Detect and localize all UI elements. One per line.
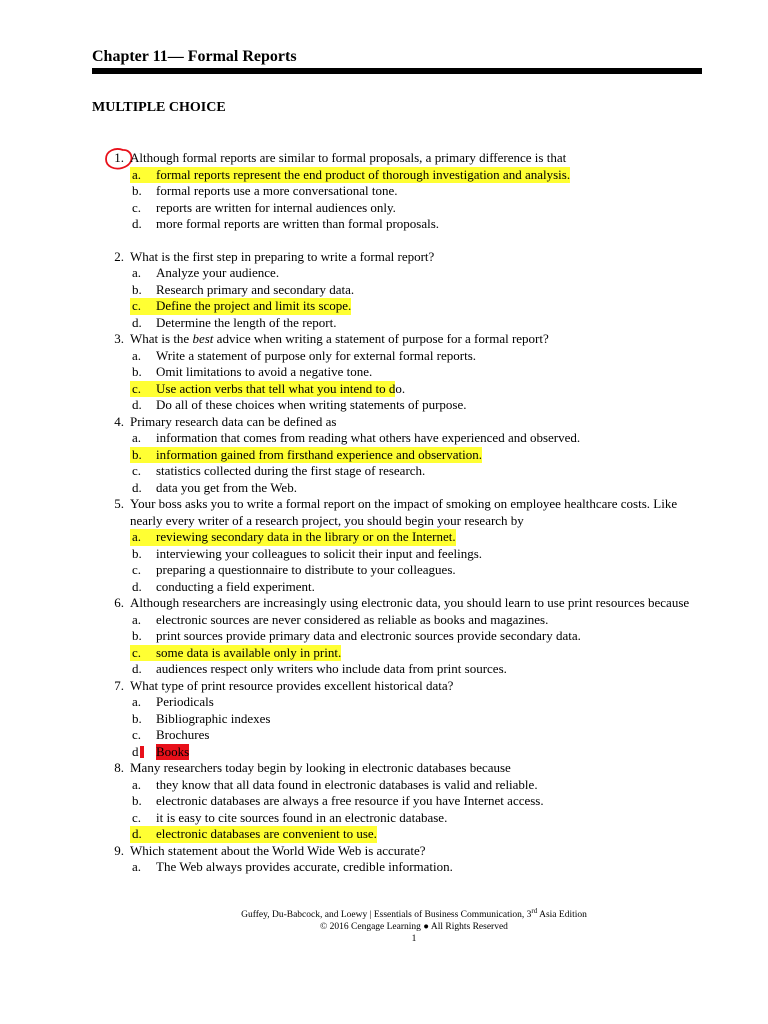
page-footer: [0, 905, 768, 945]
question-text: Although researchers are increasingly using electronic data, you should learn to use print resources because: [130, 595, 690, 610]
answer-option: [92, 777, 712, 794]
option-letter: c.: [132, 463, 142, 478]
answer-option: [92, 727, 712, 744]
answer-option: [92, 315, 712, 332]
question-number: 2.: [114, 248, 124, 264]
answer-option: [92, 826, 712, 843]
answer-option: [92, 579, 712, 596]
option-text-tail: o.: [395, 380, 406, 396]
answer-option: [92, 216, 712, 233]
answer-option: [92, 694, 712, 711]
option-letter: a.: [132, 859, 142, 874]
option-text: Do all of these choices when writing statements of purpose.: [156, 397, 467, 412]
option-letter: b.: [132, 183, 142, 198]
question-3: [92, 331, 712, 414]
option-letter: a.: [132, 430, 142, 445]
option-text: Periodicals: [156, 694, 214, 709]
option-text: print sources provide primary data and electronic sources provide secondary data.: [156, 628, 581, 643]
option-text: information gained from firsthand experience and observation.: [156, 446, 482, 462]
answer-option: [92, 200, 712, 217]
answer-option: [92, 711, 712, 728]
option-letter: a.: [132, 776, 142, 792]
answer-option: [92, 430, 712, 447]
option-text: formal reports represent the end product of thorough investigation and analysis.: [156, 166, 571, 182]
option-letter: a.: [132, 694, 142, 709]
footer-citation-text: Asia Edition: [537, 910, 587, 921]
option-text: formal reports use a more conversational tone.: [156, 183, 398, 198]
option-letter: a.: [132, 265, 142, 280]
option-letter: d.: [130, 826, 156, 843]
option-letter: d.: [132, 397, 142, 412]
question-number: 1.: [114, 150, 124, 165]
question-number: 9.: [114, 842, 124, 858]
answer-option: [92, 793, 712, 810]
footer-citation-text: Guffey, Du-Babcock, and Loewy | Essentials of Business Communication, 3: [241, 910, 532, 921]
option-text: Books: [156, 743, 190, 759]
answer-option: [92, 298, 712, 315]
option-text: data you get from the Web.: [156, 479, 297, 495]
option-text: reports are written for internal audiences only.: [156, 199, 396, 215]
question-list: [92, 150, 712, 876]
page-number: 1: [411, 934, 417, 945]
option-letter: c.: [132, 199, 142, 215]
answer-option: [92, 265, 712, 282]
question-text: Your boss asks you to write a formal report on the impact of smoking on employee healthcare costs. Like nearly every writer of a research project, you should begin your research by: [130, 496, 678, 528]
option-text: reviewing secondary data in the library or on the Internet.: [156, 529, 456, 544]
option-text: conducting a field experiment.: [156, 578, 315, 594]
answer-option: [92, 661, 712, 678]
option-text: Define the project and limit its scope.: [156, 298, 352, 313]
option-letter: a.: [130, 529, 156, 546]
section-heading: MULTIPLE CHOICE: [92, 100, 226, 115]
option-letter: c.: [130, 298, 156, 315]
question-text: Although formal reports are similar to formal proposals, a primary difference is that: [130, 150, 567, 165]
answer-option: [92, 183, 712, 200]
option-text: some data is available only in print.: [156, 644, 342, 660]
answer-option: [92, 744, 712, 761]
option-letter: b.: [132, 793, 142, 808]
question-5: [92, 496, 712, 595]
question-text-part: What is the: [130, 331, 193, 346]
question-6: [92, 595, 712, 678]
option-text: they know that all data found in electronic databases is valid and reliable.: [156, 776, 538, 792]
answer-option: [92, 546, 712, 563]
option-text: audiences respect only writers who include data from print sources.: [156, 661, 507, 676]
answer-option: [92, 167, 712, 184]
answer-option: [92, 364, 712, 381]
question-2: [92, 249, 712, 332]
question-number: 8.: [114, 760, 124, 775]
title-rule: [92, 68, 702, 74]
option-letter: b.: [132, 710, 142, 726]
question-number: 3.: [114, 331, 124, 346]
answer-option: [92, 859, 712, 876]
question-text-part: advice when writing a statement of purpose for a formal report?: [213, 331, 549, 346]
question-9: [92, 843, 712, 876]
option-text: statistics collected during the first stage of research.: [156, 463, 426, 478]
option-text: preparing a questionnaire to distribute to your colleagues.: [156, 562, 456, 577]
option-text: electronic sources are never considered as reliable as books and magazines.: [156, 611, 549, 627]
question-text: Many researchers today begin by looking in electronic databases because: [130, 760, 511, 775]
option-letter: a.: [130, 167, 156, 184]
answer-option: [92, 463, 712, 480]
option-text: information that comes from reading what others have experienced and observed.: [156, 430, 581, 445]
option-text: electronic databases are always a free resource if you have Internet access.: [156, 793, 544, 808]
option-text: it is easy to cite sources found in an electronic database.: [156, 809, 448, 825]
option-text: electronic databases are convenient to use.: [156, 826, 377, 841]
answer-option: [92, 529, 712, 546]
option-letter: b.: [132, 545, 142, 561]
option-letter: d.: [132, 578, 142, 594]
option-letter: d.: [132, 216, 142, 231]
answer-option: [92, 612, 712, 629]
option-letter: d.: [132, 661, 142, 676]
option-text: Analyze your audience.: [156, 265, 280, 280]
question-text: Which statement about the World Wide Web is accurate?: [130, 842, 426, 858]
option-letter: a.: [132, 347, 142, 363]
answer-option: [92, 397, 712, 414]
option-text: Omit limitations to avoid a negative tone.: [156, 364, 373, 379]
answer-option: [92, 381, 712, 398]
option-text: more formal reports are written than formal proposals.: [156, 216, 440, 231]
option-letter: d: [130, 744, 156, 761]
question-text: What type of print resource provides excellent historical data?: [130, 677, 454, 693]
option-letter: b.: [132, 281, 142, 297]
option-text: Write a statement of purpose only for external formal reports.: [156, 347, 477, 363]
option-letter: c.: [130, 645, 156, 662]
question-8: [92, 760, 712, 843]
footer-citation-superscript: rd: [531, 907, 538, 915]
option-letter: b.: [130, 447, 156, 464]
answer-option: [92, 447, 712, 464]
option-letter: b.: [132, 628, 142, 643]
answer-option: [92, 282, 712, 299]
answer-option: [92, 562, 712, 579]
option-letter: b.: [132, 364, 142, 379]
option-text: Determine the length of the report.: [156, 314, 337, 330]
question-number: 7.: [114, 677, 124, 693]
question-text: Primary research data can be defined as: [130, 413, 337, 429]
option-letter: c.: [130, 381, 156, 398]
footer-copyright: © 2016 Cengage Learning ● All Rights Reserved: [320, 922, 508, 933]
question-number: 5.: [114, 496, 124, 511]
option-text: Research primary and secondary data.: [156, 281, 355, 297]
option-text: Use action verbs that tell what you intend to d: [156, 380, 396, 396]
option-text: Brochures: [156, 727, 210, 742]
question-number: 6.: [114, 595, 124, 610]
option-text: The Web always provides accurate, credible information.: [156, 859, 453, 874]
answer-option: [92, 480, 712, 497]
question-text: [130, 331, 712, 348]
option-letter: d.: [132, 479, 142, 495]
answer-option: [92, 348, 712, 365]
question-7: [92, 678, 712, 761]
question-4: [92, 414, 712, 497]
answer-option: [92, 645, 712, 662]
answer-option: [92, 628, 712, 645]
option-letter: c.: [132, 727, 142, 742]
option-text: interviewing your colleagues to solicit their input and feelings.: [156, 545, 483, 561]
question-text: What is the first step in preparing to write a formal report?: [130, 248, 435, 264]
question-1: [92, 150, 712, 233]
option-letter: a.: [132, 611, 142, 627]
footer-citation: [0, 905, 768, 921]
option-letter: d.: [132, 314, 142, 330]
chapter-title: Chapter 11— Formal Reports: [92, 48, 297, 65]
question-number: 4.: [114, 413, 124, 429]
option-letter: c.: [132, 562, 142, 577]
question-text-emphasis: best: [192, 331, 214, 346]
answer-option: [92, 810, 712, 827]
option-letter: c.: [132, 809, 142, 825]
option-text: Bibliographic indexes: [156, 710, 271, 726]
